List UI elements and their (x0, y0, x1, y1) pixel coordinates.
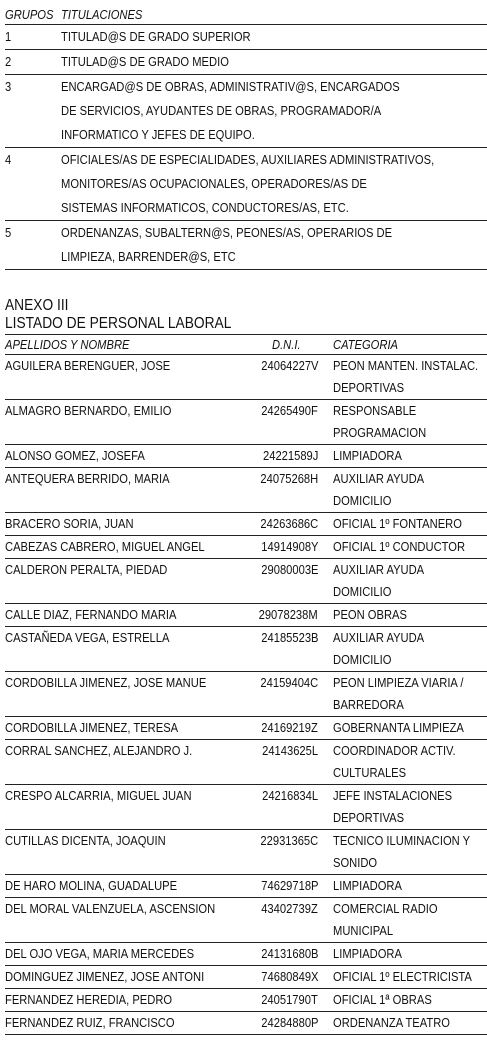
personal-row (5, 604, 487, 627)
personal-body (5, 355, 487, 1035)
employee-categoria: LIMPIADORA (328, 943, 487, 966)
employee-dni: 24051790T (249, 989, 328, 1012)
employee-name: DE HARO MOLINA, GUADALUPE (5, 875, 249, 898)
employee-name: FERNANDEZ HEREDIA, PEDRO (5, 989, 249, 1012)
personal-row (5, 536, 487, 559)
grupo-number: 3 (5, 75, 61, 148)
document-page (5, 4, 481, 1035)
employee-dni: 22931365C (249, 830, 328, 875)
employee-dni: 24216834L (249, 785, 328, 830)
personal-row (5, 943, 487, 966)
grupos-row (5, 148, 487, 221)
employee-dni: 29078238M (249, 604, 328, 627)
employee-dni: 24131680B (249, 943, 328, 966)
employee-dni: 24263686C (249, 513, 328, 536)
grupos-body (5, 25, 487, 270)
personal-row (5, 966, 487, 989)
employee-categoria: PEON LIMPIEZA VIARIA / BARREDORA (328, 672, 487, 717)
employee-categoria: PEON MANTEN. INSTALAC. DEPORTIVAS (328, 355, 487, 400)
employee-categoria: OFICIAL 1º CONDUCTOR (328, 536, 487, 559)
employee-name: CUTILLAS DICENTA, JOAQUIN (5, 830, 249, 875)
employee-categoria: AUXILIAR AYUDA DOMICILIO (328, 468, 487, 513)
personal-row (5, 830, 487, 875)
grupos-table (5, 4, 487, 270)
employee-categoria: AUXILIAR AYUDA DOMICILIO (328, 627, 487, 672)
employee-name: CORDOBILLA JIMENEZ, JOSE MANUE (5, 672, 249, 717)
employee-categoria: OFICIAL 1º ELECTRICISTA (328, 966, 487, 989)
personal-row (5, 513, 487, 536)
personal-row (5, 468, 487, 513)
nombre-header: APELLIDOS Y NOMBRE (5, 335, 249, 355)
anexo-title: ANEXO III (5, 297, 69, 314)
personal-header-row (5, 335, 487, 355)
employee-name: DEL OJO VEGA, MARIA MERCEDES (5, 943, 249, 966)
employee-dni: 74680849X (249, 966, 328, 989)
employee-categoria: ORDENANZA TEATRO (328, 1012, 487, 1035)
employee-name: CALDERON PERALTA, PIEDAD (5, 559, 249, 604)
employee-categoria: AUXILIAR AYUDA DOMICILIO (328, 559, 487, 604)
employee-dni: 29080003E (249, 559, 328, 604)
employee-name: CORDOBILLA JIMENEZ, TERESA (5, 717, 249, 740)
employee-dni: 43402739Z (249, 898, 328, 943)
grupos-row (5, 221, 487, 270)
personal-row (5, 559, 487, 604)
personal-row (5, 627, 487, 672)
personal-row (5, 717, 487, 740)
grupos-row (5, 75, 487, 148)
personal-row (5, 672, 487, 717)
personal-row (5, 989, 487, 1012)
personal-row (5, 898, 487, 943)
employee-name: ALMAGRO BERNARDO, EMILIO (5, 400, 249, 445)
employee-categoria: PEON OBRAS (328, 604, 487, 627)
titulacion-text: TITULAD@S DE GRADO MEDIO (61, 50, 487, 75)
employee-categoria: COORDINADOR ACTIV. CULTURALES (328, 740, 487, 785)
employee-categoria: COMERCIAL RADIO MUNICIPAL (328, 898, 487, 943)
employee-dni: 24221589J (249, 445, 328, 468)
employee-categoria: JEFE INSTALACIONES DEPORTIVAS (328, 785, 487, 830)
employee-name: BRACERO SORIA, JUAN (5, 513, 249, 536)
grupo-number: 5 (5, 221, 61, 270)
titulacion-text: OFICIALES/AS DE ESPECIALIDADES, AUXILIARES ADMINISTRATIVOS, MONITORES/AS OCUPACIONALES, OPERADORES/AS DE SISTEMAS INFORMATICOS, CONDUCTORES/AS, ETC. (61, 148, 487, 221)
employee-categoria: RESPONSABLE PROGRAMACION (328, 400, 487, 445)
grupos-header-row (5, 4, 487, 25)
personal-row (5, 875, 487, 898)
employee-name: ANTEQUERA BERRIDO, MARIA (5, 468, 249, 513)
dni-header: D.N.I. (249, 335, 328, 355)
personal-row (5, 400, 487, 445)
employee-dni: 24064227V (249, 355, 328, 400)
employee-categoria: LIMPIADORA (328, 875, 487, 898)
employee-dni: 24265490F (249, 400, 328, 445)
grupo-number: 1 (5, 25, 61, 50)
employee-name: DEL MORAL VALENZUELA, ASCENSION (5, 898, 249, 943)
employee-name: CALLE DIAZ, FERNANDO MARIA (5, 604, 249, 627)
categoria-header: CATEGORIA (328, 335, 487, 355)
grupo-number: 4 (5, 148, 61, 221)
employee-dni: 24143625L (249, 740, 328, 785)
employee-name: ALONSO GOMEZ, JOSEFA (5, 445, 249, 468)
titulaciones-header: TITULACIONES (61, 4, 487, 25)
titulacion-text: TITULAD@S DE GRADO SUPERIOR (61, 25, 487, 50)
employee-categoria: OFICIAL 1º FONTANERO (328, 513, 487, 536)
employee-name: AGUILERA BERENGUER, JOSE (5, 355, 249, 400)
employee-categoria: LIMPIADORA (328, 445, 487, 468)
employee-dni: 24169219Z (249, 717, 328, 740)
personal-table (5, 334, 487, 1035)
employee-dni: 24284880P (249, 1012, 328, 1035)
grupo-number: 2 (5, 50, 61, 75)
employee-dni: 14914908Y (249, 536, 328, 559)
grupos-row (5, 25, 487, 50)
personal-row (5, 355, 487, 400)
employee-name: CASTAÑEDA VEGA, ESTRELLA (5, 627, 249, 672)
employee-dni: 24185523B (249, 627, 328, 672)
employee-name: CRESPO ALCARRIA, MIGUEL JUAN (5, 785, 249, 830)
titulacion-text: ENCARGAD@S DE OBRAS, ADMINISTRATIV@S, ENCARGADOS DE SERVICIOS, AYUDANTES DE OBRAS, PROGRAMADOR/A INFORMATICO Y JEFES DE EQUIPO. (61, 75, 487, 148)
employee-categoria: OFICIAL 1ª OBRAS (328, 989, 487, 1012)
listado-title: LISTADO DE PERSONAL LABORAL (5, 315, 232, 332)
employee-dni: 24075268H (249, 468, 328, 513)
employee-name: FERNANDEZ RUIZ, FRANCISCO (5, 1012, 249, 1035)
employee-name: CORRAL SANCHEZ, ALEJANDRO J. (5, 740, 249, 785)
personal-row (5, 1012, 487, 1035)
employee-name: CABEZAS CABRERO, MIGUEL ANGEL (5, 536, 249, 559)
personal-row (5, 785, 487, 830)
employee-name: DOMINGUEZ JIMENEZ, JOSE ANTONI (5, 966, 249, 989)
personal-row (5, 740, 487, 785)
employee-dni: 74629718P (249, 875, 328, 898)
grupos-header: GRUPOS (5, 4, 61, 25)
grupos-row (5, 50, 487, 75)
titulacion-text: ORDENANZAS, SUBALTERN@S, PEONES/AS, OPERARIOS DE LIMPIEZA, BARRENDER@S, ETC (61, 221, 487, 270)
employee-dni: 24159404C (249, 672, 328, 717)
employee-categoria: TECNICO ILUMINACION Y SONIDO (328, 830, 487, 875)
employee-categoria: GOBERNANTA LIMPIEZA (328, 717, 487, 740)
personal-row (5, 445, 487, 468)
